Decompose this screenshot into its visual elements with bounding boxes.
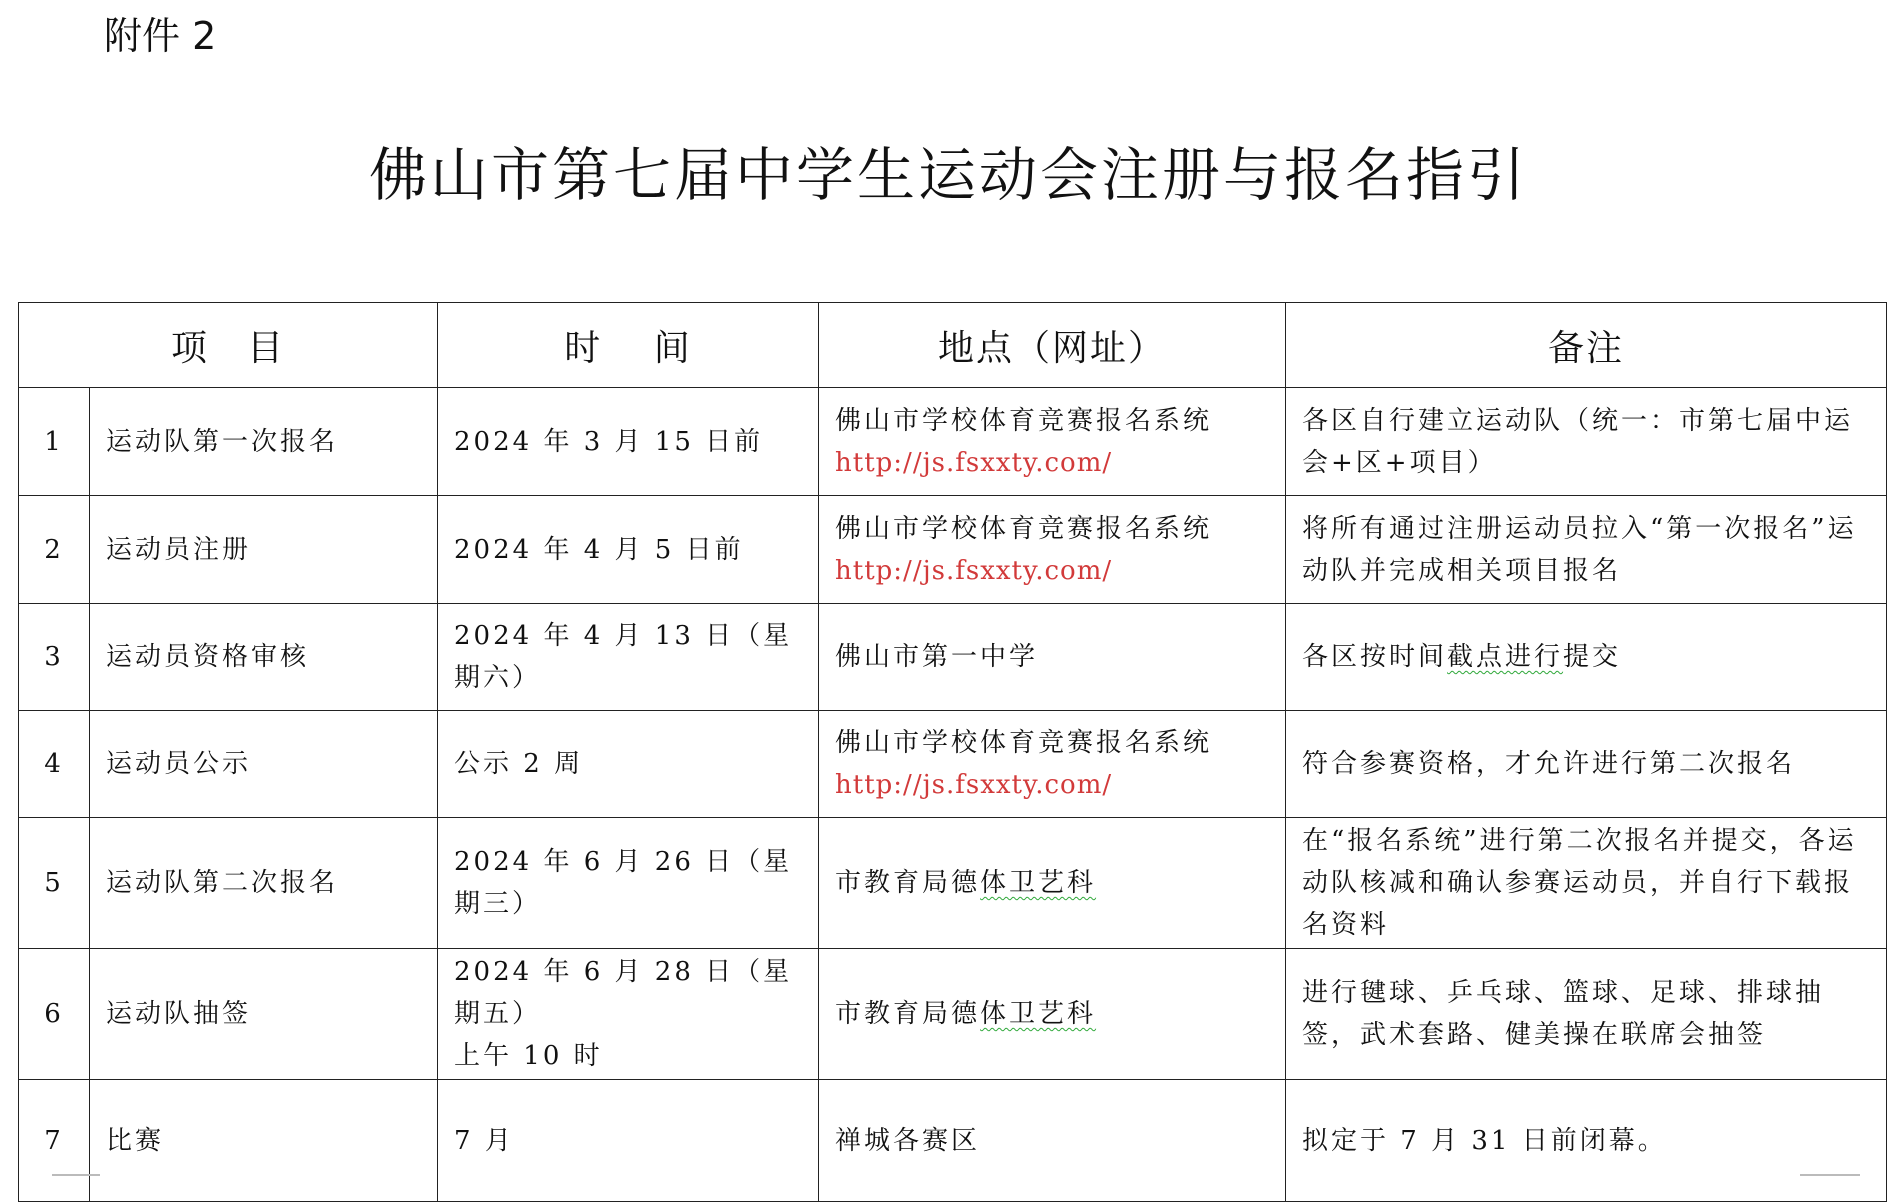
row-time: 2024 年 4 月 13 日（星期六） [438,604,819,711]
row-note: 在“报名系统”进行第二次报名并提交，各运动队核减和确认参赛运动员，并自行下载报名资料 [1286,818,1887,949]
row-time: 2024 年 6 月 26 日（星期三） [438,818,819,949]
row-time: 2024 年 4 月 5 日前 [438,496,819,604]
row-number: 5 [19,818,90,949]
row-time: 7 月 [438,1080,819,1202]
table-row [19,818,1887,949]
row-number: 1 [19,388,90,496]
table-row [19,711,1887,818]
registration-system-link[interactable]: http://js.fsxxty.com/ [835,447,1113,478]
row-item: 运动员公示 [90,711,438,818]
row-time: 公示 2 周 [438,711,819,818]
row-place: 佛山市第一中学 [819,604,1286,711]
header-note: 备注 [1286,303,1887,388]
table-header-row [19,303,1887,388]
row-item: 运动队第一次报名 [90,388,438,496]
row-item: 运动队抽签 [90,949,438,1080]
row-place [819,949,1286,1080]
document-title: 佛山市第七届中学生运动会注册与报名指引 [368,141,1528,209]
time-line-2: 上午 10 时 [454,1041,603,1071]
row-item: 运动员注册 [90,496,438,604]
row-note: 拟定于 7 月 31 日前闭幕。 [1286,1080,1887,1202]
row-number: 6 [19,949,90,1080]
place-name: 佛山市学校体育竞赛报名系统 [835,513,1213,544]
row-note [1286,604,1887,711]
row-place: 禅城各赛区 [819,1080,1286,1202]
row-item: 运动队第二次报名 [90,818,438,949]
note-text-end: 提交 [1563,642,1622,672]
place-name: 佛山市学校体育竞赛报名系统 [835,728,1213,758]
note-text-start: 各区按时间 [1302,642,1448,672]
page-edge-mark-left [52,1174,100,1176]
row-time [438,949,819,1080]
header-item: 项 目 [19,303,438,388]
place-name: 佛山市学校体育竞赛报名系统 [835,405,1213,436]
row-note: 符合参赛资格，才允许进行第二次报名 [1286,711,1887,818]
header-place: 地点（网址） [819,303,1286,388]
table-row [19,496,1887,604]
row-number: 2 [19,496,90,604]
spellcheck-marked-text: 体卫艺科 [980,868,1097,898]
time-line-1: 2024 年 6 月 28 日（星期五） [454,957,793,1029]
row-number: 7 [19,1080,90,1202]
row-place [819,496,1286,604]
table-row [19,604,1887,711]
table-row [19,388,1887,496]
row-note: 各区自行建立运动队（统一：市第七届中运会+区+项目） [1286,388,1887,496]
row-note: 将所有通过注册运动员拉入“第一次报名”运动队并完成相关项目报名 [1286,496,1887,604]
attachment-label: 附件 2 [104,14,217,58]
row-item: 运动员资格审核 [90,604,438,711]
header-time: 时 间 [438,303,819,388]
place-text-start: 市教育局德 [835,999,981,1029]
row-item: 比赛 [90,1080,438,1202]
place-text-start: 市教育局德 [835,868,981,898]
registration-system-link[interactable]: http://js.fsxxty.com/ [835,770,1113,800]
row-place [819,818,1286,949]
page-edge-mark-right [1800,1174,1860,1176]
row-place [819,711,1286,818]
table-row [19,949,1887,1080]
row-number: 4 [19,711,90,818]
spellcheck-marked-text: 截点进行 [1447,642,1564,672]
registration-guide-table [18,302,1887,1202]
spellcheck-marked-text: 体卫艺科 [980,999,1097,1029]
table-row [19,1080,1887,1202]
row-place [819,388,1286,496]
row-number: 3 [19,604,90,711]
row-note: 进行毽球、乒乓球、篮球、足球、排球抽签，武术套路、健美操在联席会抽签 [1286,949,1887,1080]
row-time: 2024 年 3 月 15 日前 [438,388,819,496]
registration-system-link[interactable]: http://js.fsxxty.com/ [835,555,1113,586]
